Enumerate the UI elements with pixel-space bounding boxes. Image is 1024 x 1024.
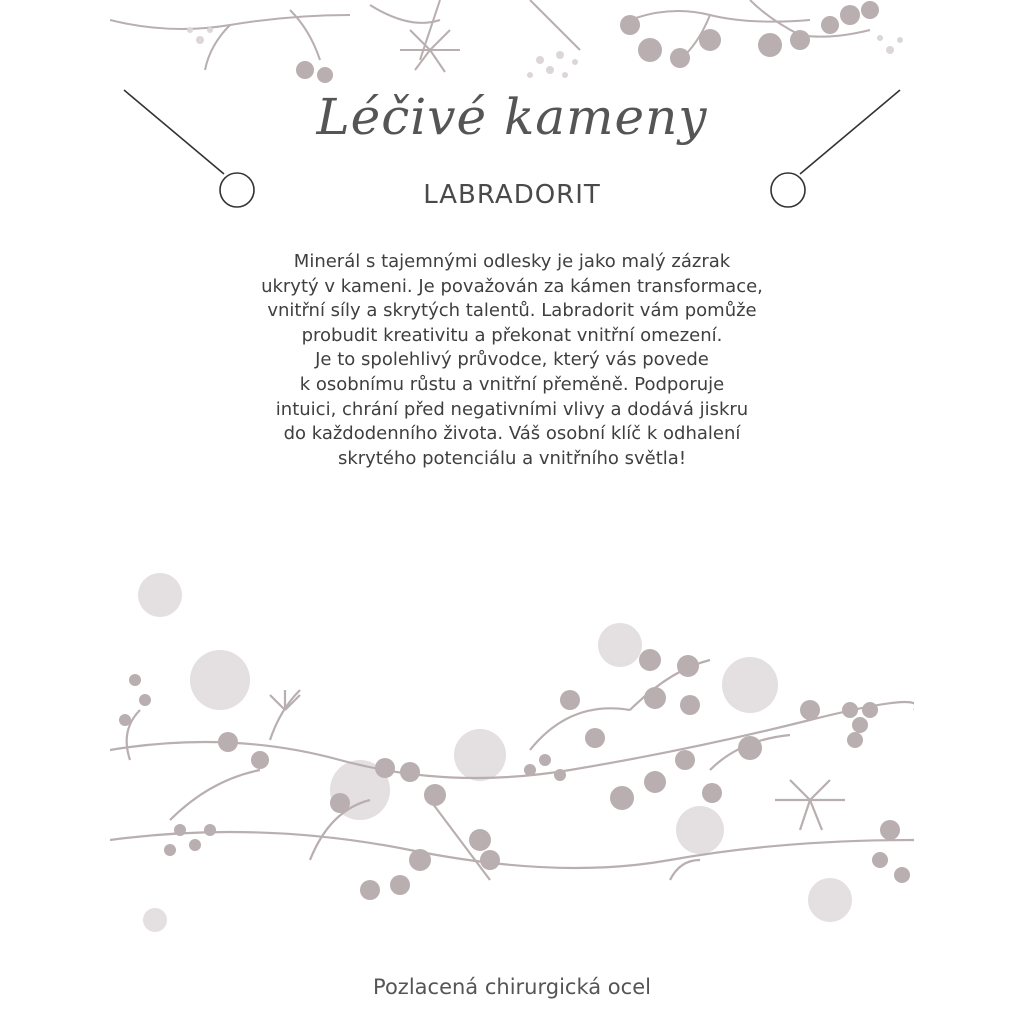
description-line: ukrytý v kameni. Je považován za kámen transformace, <box>261 275 763 297</box>
description-line: Minerál s tajemnými odlesky je jako malý zázrak <box>293 251 731 272</box>
description-line: k osobnímu růstu a vnitřní přeměně. Podporuje <box>299 373 725 395</box>
description-line: intuici, chrání před negativními vlivy a dodává jiskru <box>275 398 749 420</box>
description-line: skrytého potenciálu a vnitřního světla! <box>337 447 687 469</box>
description-text <box>212 250 812 471</box>
description-line: do každodenního života. Váš osobní klíč k odhalení <box>283 423 741 445</box>
material-label: Pozlacená chirurgická ocel <box>373 975 651 999</box>
description-line: Je to spolehlivý průvodce, který vás povede <box>315 349 709 371</box>
bottom-floral-ornament <box>110 560 914 960</box>
description-line: vnitřní síly a skrytých talentů. Labradorit vám pomůže <box>267 300 757 322</box>
description-line: probudit kreativitu a překonat vnitřní omezení. <box>301 324 723 346</box>
stone-name: LABRADORIT <box>423 180 601 210</box>
page-title: Léčivé kameny <box>316 88 708 146</box>
